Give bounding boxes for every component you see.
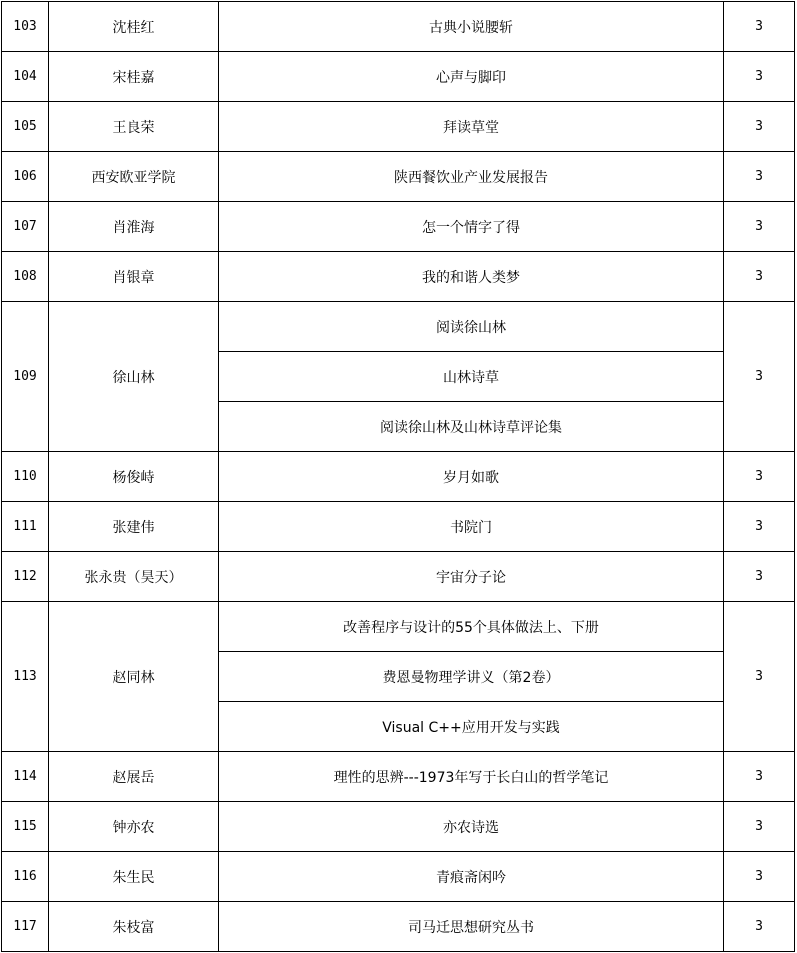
table-row <box>2 502 795 552</box>
table-row <box>2 852 795 902</box>
table-row <box>2 2 795 52</box>
copy-count: 3 <box>724 302 795 452</box>
book-title: Visual C++应用开发与实践 <box>219 702 724 752</box>
book-title: 心声与脚印 <box>219 52 724 102</box>
copy-count: 3 <box>724 252 795 302</box>
copy-count: 3 <box>724 52 795 102</box>
table-row <box>2 302 795 352</box>
table-row <box>2 602 795 652</box>
copy-count: 3 <box>724 152 795 202</box>
copy-count: 3 <box>724 552 795 602</box>
row-number: 113 <box>2 602 49 752</box>
author-name: 张建伟 <box>49 502 219 552</box>
table-row <box>2 802 795 852</box>
book-title: 亦农诗选 <box>219 802 724 852</box>
author-name: 王良荣 <box>49 102 219 152</box>
author-name: 徐山林 <box>49 302 219 452</box>
book-title: 改善程序与设计的55个具体做法上、下册 <box>219 602 724 652</box>
book-title: 岁月如歌 <box>219 452 724 502</box>
row-number: 103 <box>2 2 49 52</box>
book-title: 拜读草堂 <box>219 102 724 152</box>
row-number: 111 <box>2 502 49 552</box>
book-title: 书院门 <box>219 502 724 552</box>
author-name: 肖淮海 <box>49 202 219 252</box>
copy-count: 3 <box>724 102 795 152</box>
copy-count: 3 <box>724 2 795 52</box>
table-row <box>2 552 795 602</box>
table-row <box>2 102 795 152</box>
book-title: 司马迁思想研究丛书 <box>219 902 724 952</box>
table-row <box>2 52 795 102</box>
row-number: 115 <box>2 802 49 852</box>
table-row <box>2 752 795 802</box>
book-title: 青痕斋闲吟 <box>219 852 724 902</box>
award-list-table <box>1 1 795 952</box>
author-name: 朱生民 <box>49 852 219 902</box>
row-number: 116 <box>2 852 49 902</box>
copy-count: 3 <box>724 802 795 852</box>
row-number: 114 <box>2 752 49 802</box>
row-number: 112 <box>2 552 49 602</box>
author-name: 西安欧亚学院 <box>49 152 219 202</box>
row-number: 109 <box>2 302 49 452</box>
copy-count: 3 <box>724 752 795 802</box>
book-title: 我的和谐人类梦 <box>219 252 724 302</box>
book-title: 怎一个情字了得 <box>219 202 724 252</box>
author-name: 沈桂红 <box>49 2 219 52</box>
copy-count: 3 <box>724 902 795 952</box>
table-row <box>2 252 795 302</box>
row-number: 108 <box>2 252 49 302</box>
copy-count: 3 <box>724 502 795 552</box>
book-title: 费恩曼物理学讲义（第2卷） <box>219 652 724 702</box>
row-number: 105 <box>2 102 49 152</box>
book-title: 阅读徐山林及山林诗草评论集 <box>219 402 724 452</box>
author-name: 赵展岳 <box>49 752 219 802</box>
copy-count: 3 <box>724 202 795 252</box>
author-name: 钟亦农 <box>49 802 219 852</box>
table-row <box>2 152 795 202</box>
row-number: 107 <box>2 202 49 252</box>
row-number: 117 <box>2 902 49 952</box>
row-number: 106 <box>2 152 49 202</box>
row-number: 104 <box>2 52 49 102</box>
book-title: 宇宙分子论 <box>219 552 724 602</box>
copy-count: 3 <box>724 452 795 502</box>
copy-count: 3 <box>724 852 795 902</box>
table-row <box>2 202 795 252</box>
author-name: 肖银章 <box>49 252 219 302</box>
book-title: 山林诗草 <box>219 352 724 402</box>
table-row <box>2 452 795 502</box>
author-name: 赵同林 <box>49 602 219 752</box>
row-number: 110 <box>2 452 49 502</box>
author-name: 宋桂嘉 <box>49 52 219 102</box>
book-title: 理性的思辨---1973年写于长白山的哲学笔记 <box>219 752 724 802</box>
table-body <box>2 2 795 952</box>
book-title: 古典小说腰斩 <box>219 2 724 52</box>
author-name: 朱枝富 <box>49 902 219 952</box>
copy-count: 3 <box>724 602 795 752</box>
table-row <box>2 902 795 952</box>
author-name: 张永贵（昊天） <box>49 552 219 602</box>
book-title: 陕西餐饮业产业发展报告 <box>219 152 724 202</box>
author-name: 杨俊峙 <box>49 452 219 502</box>
book-title: 阅读徐山林 <box>219 302 724 352</box>
